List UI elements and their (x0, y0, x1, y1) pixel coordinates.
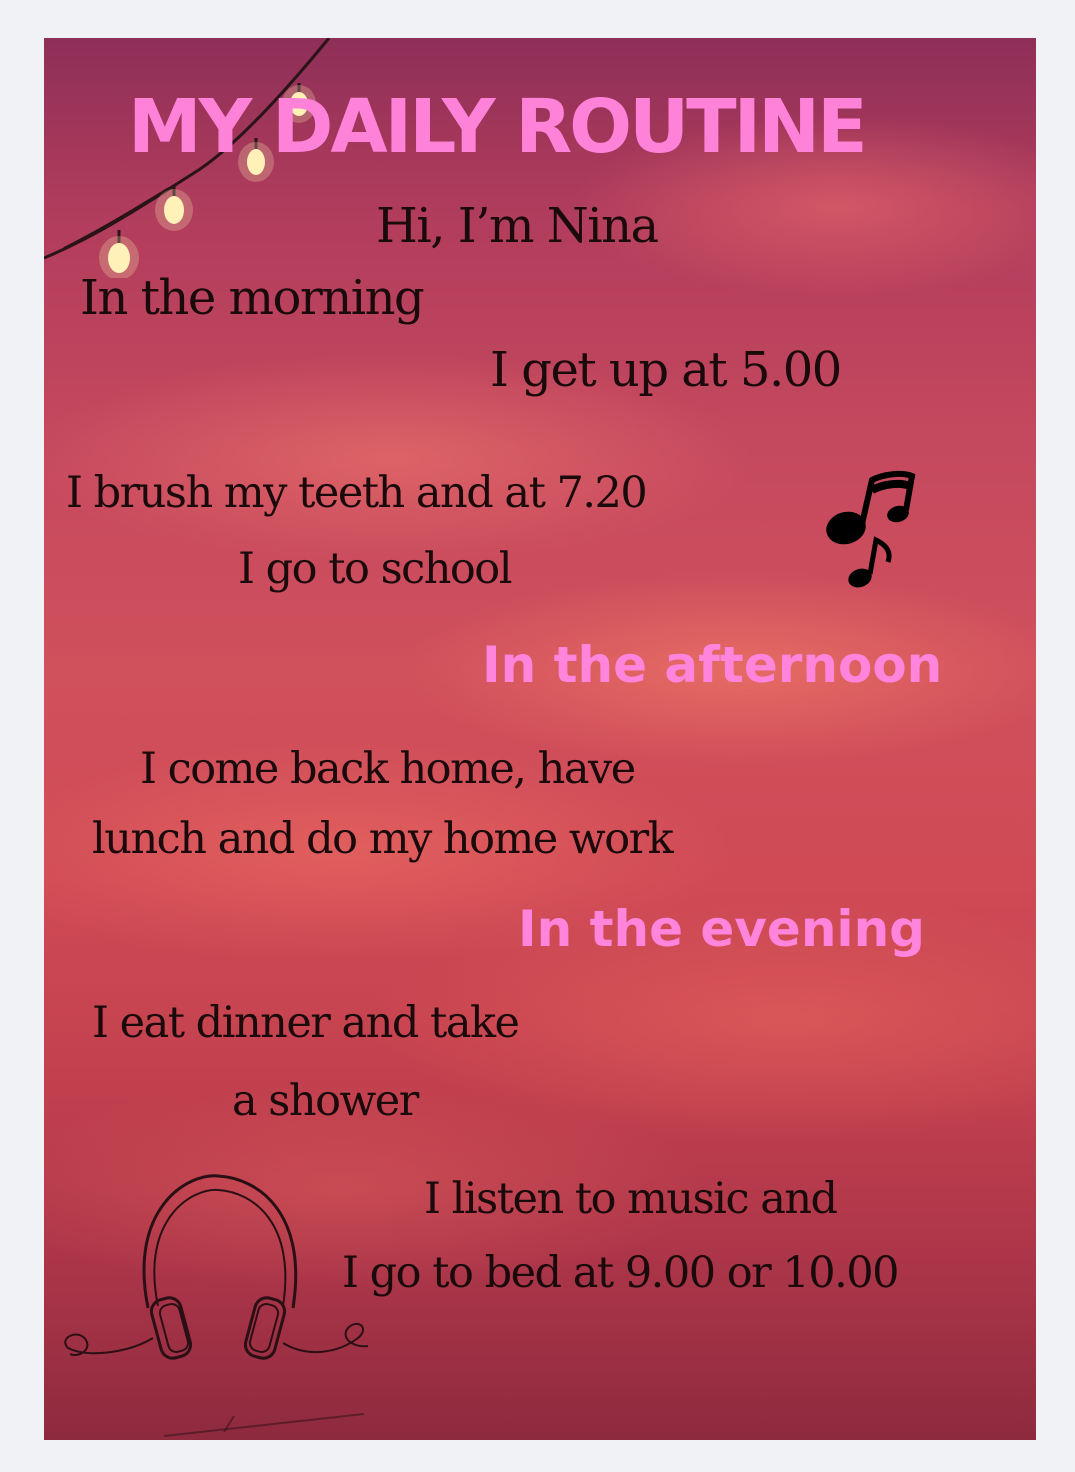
line-dinner: I eat dinner and take (92, 998, 519, 1048)
line-music: I listen to music and (424, 1174, 837, 1224)
page-title: MY DAILY ROUTINE (128, 84, 865, 170)
line-get-up: I get up at 5.00 (490, 342, 841, 398)
line-school: I go to school (238, 544, 511, 594)
line-brush: I brush my teeth and at 7.20 (66, 468, 647, 518)
section-evening: In the evening (518, 900, 925, 958)
wire-decoration (164, 1408, 384, 1440)
poster (44, 38, 1036, 1440)
headphones-icon (58, 1168, 378, 1368)
music-notes-icon (822, 470, 932, 600)
line-shower: a shower (232, 1076, 418, 1126)
line-lunch: lunch and do my home work (92, 814, 673, 864)
line-bed: I go to bed at 9.00 or 10.00 (342, 1248, 898, 1298)
section-morning: In the morning (80, 270, 424, 326)
greeting: Hi, I’m Nina (376, 198, 658, 254)
section-afternoon: In the afternoon (482, 636, 943, 694)
line-come-back: I come back home, have (140, 744, 635, 794)
